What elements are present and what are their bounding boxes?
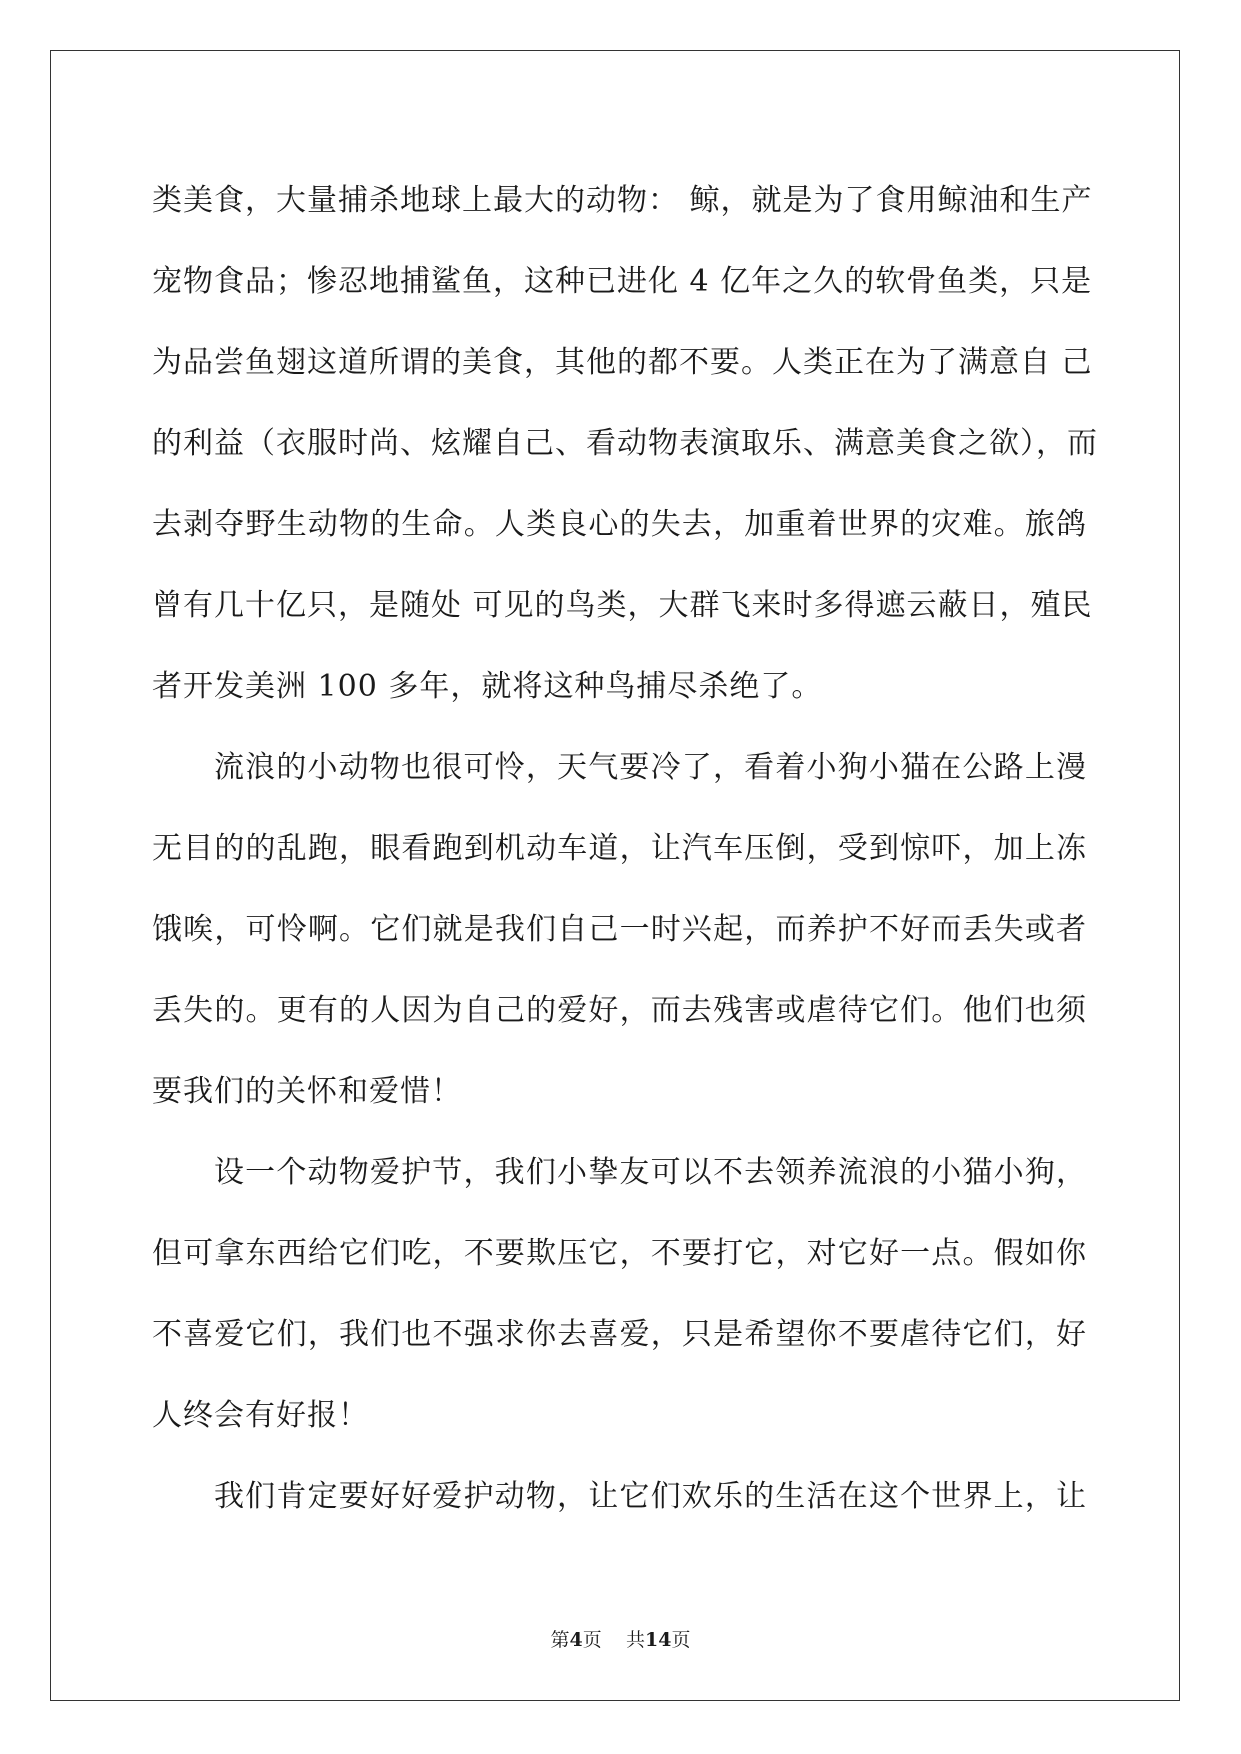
page-footer [0,1628,1241,1652]
footer-total-suffix: 页 [671,1629,691,1651]
text-line: 宠物食品；惨忍地捕鲨鱼，这种已进化 4 亿年之久的软骨鱼类，只是 [152,264,1093,299]
text-line: 丢失的。更有的人因为自己的爱好，而去残害或虐待它们。他们也须 [152,993,1087,1028]
text-line: 为品尝鱼翅这道所谓的美食，其他的都不要。人类正在为了满意自 己 [152,345,1093,380]
text-line: 者开发美洲 100 多年，就将这种鸟捕尽杀绝了。 [152,669,823,704]
footer-page-suffix: 页 [582,1629,602,1651]
paragraph-start-line: 我们肯定要好好爱护动物，让它们欢乐的生活在这个世界上，让 [214,1479,1087,1514]
total-pages-number: 14 [644,1629,672,1651]
text-line: 类美食，大量捕杀地球上最大的动物： 鲸，就是为了食用鲸油和生产 [152,183,1093,218]
text-line: 的利益（衣服时尚、炫耀自己、看动物表演取乐、满意美食之欲），而 [152,426,1098,461]
footer-total-prefix: 共 [625,1629,645,1651]
text-line: 但可拿东西给它们吃，不要欺压它，不要打它，对它好一点。假如你 [152,1236,1087,1271]
text-line: 人终会有好报！ [152,1398,369,1433]
current-page-number: 4 [569,1629,583,1651]
text-line: 饿唉，可怜啊。它们就是我们自己一时兴起，而养护不好而丢失或者 [152,912,1087,947]
document-body [152,160,1098,1537]
text-line: 无目的的乱跑，眼看跑到机动车道，让汽车压倒，受到惊吓，加上冻 [152,831,1087,866]
text-line: 要我们的关怀和爱惜！ [152,1074,462,1109]
text-line: 不喜爱它们，我们也不强求你去喜爱，只是希望你不要虐待它们，好 [152,1317,1087,1352]
paragraph-start-line: 流浪的小动物也很可怜，天气要冷了，看着小狗小猫在公路上漫 [214,750,1087,785]
footer-prefix: 第 [550,1629,570,1651]
text-line: 去剥夺野生动物的生命。人类良心的失去，加重着世界的灾难。旅鸽 [152,507,1087,542]
text-line: 曾有几十亿只，是随处 可见的鸟类，大群飞来时多得遮云蔽日，殖民 [152,588,1093,623]
paragraph-start-line: 设一个动物爱护节，我们小挚友可以不去领养流浪的小猫小狗， [214,1155,1087,1190]
